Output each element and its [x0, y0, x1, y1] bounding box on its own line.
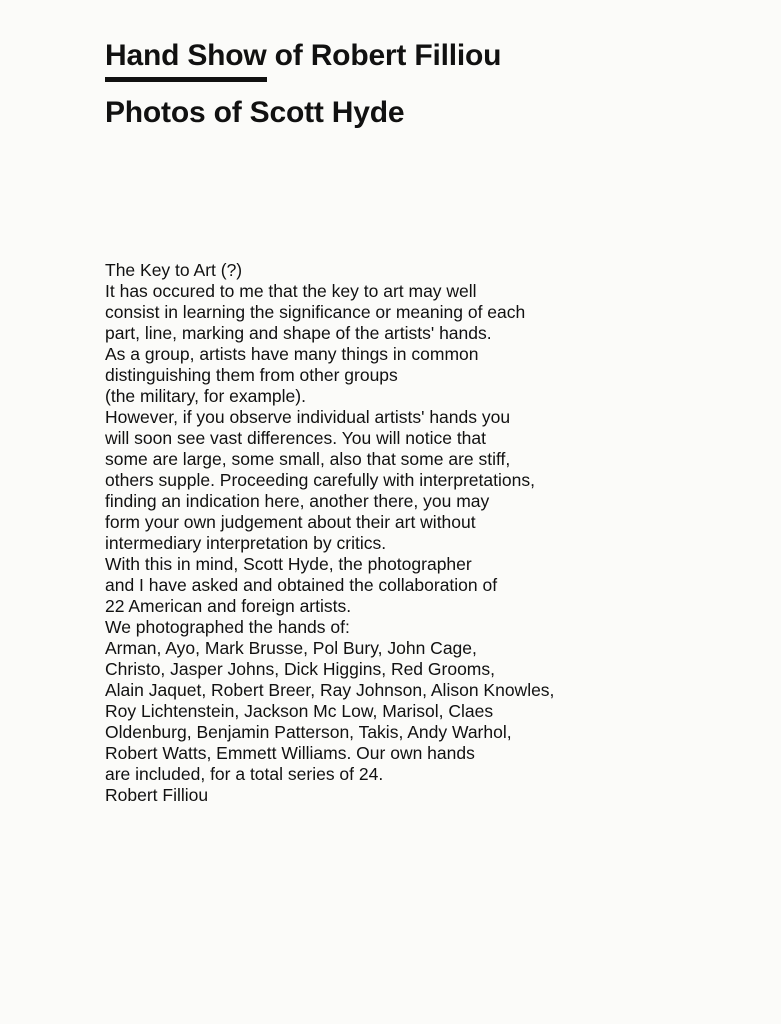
paragraph-4-heading: We photographed the hands of: — [105, 617, 350, 637]
title-underlined-part — [105, 38, 267, 74]
paragraph-1: It has occured to me that the key to art may well consist in learning the significance or meaning of each part, line, marking and shape of the artists' hands. As a group, artists have many things in common distinguishing them from other groups (the military, for example). — [105, 281, 526, 406]
paragraph-2: However, if you observe individual artists' hands you will soon see vast differences. You will notice that some are large, some small, also that some are stiff, others supple. Proceeding carefully with interpretations, finding an indication here, another there, you may form your own judgement about their art without intermediary interpretation by critics. — [105, 407, 535, 553]
document-header — [105, 38, 745, 131]
page-subtitle: Photos of Scott Hyde — [105, 96, 405, 129]
page-title — [105, 38, 745, 74]
title-underlined-text: Hand Show — [105, 39, 267, 72]
paragraph-3: With this in mind, Scott Hyde, the photographer and I have asked and obtained the collaboration of 22 American and foreign artists. — [105, 554, 498, 616]
signature: Robert Filliou — [105, 785, 209, 805]
document-body — [105, 260, 725, 806]
title-rest-text: of Robert Filliou — [274, 39, 502, 72]
paragraph-4-artists-list: Arman, Ayo, Mark Brusse, Pol Bury, John Cage, Christo, Jasper Johns, Dick Higgins, Red Grooms, Alain Jaquet, Robert Breer, Ray Johnson, Alison Knowles, Roy Lichtenstein, Jackson Mc Low, Marisol, Claes Oldenburg, Benjamin Patterson, Takis, Andy Warhol, Robert Watts, Emmett Williams. Our own hands are included, for a total series of 24. — [105, 638, 555, 784]
title-underline-rule — [105, 77, 267, 82]
section-heading: The Key to Art (?) — [105, 260, 243, 280]
